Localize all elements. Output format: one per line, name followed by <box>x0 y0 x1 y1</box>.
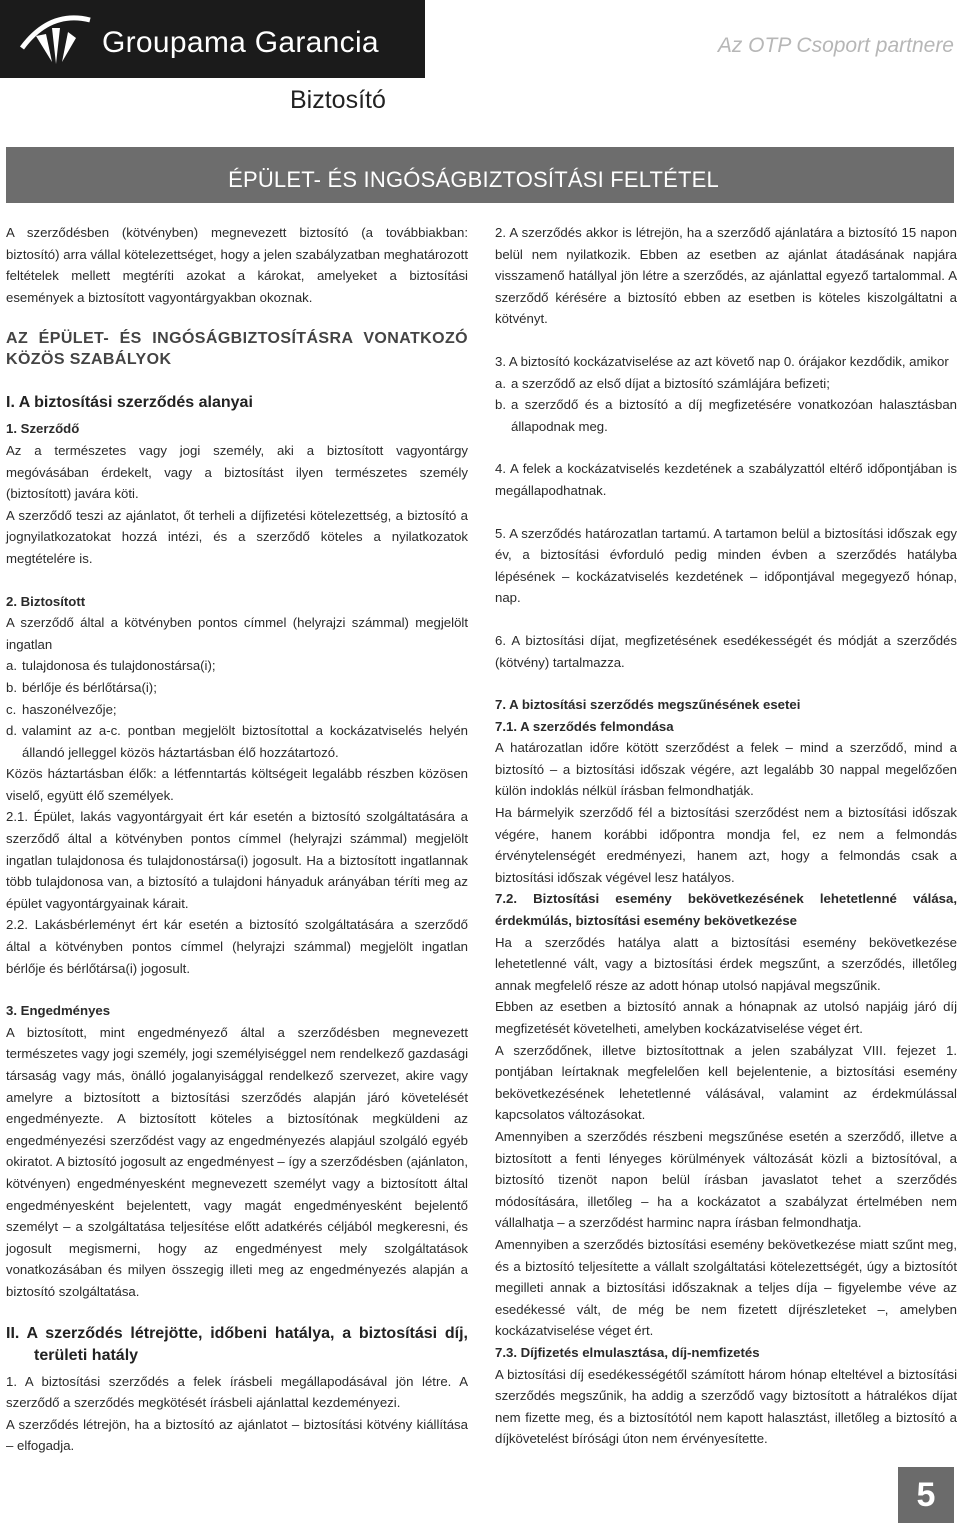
paragraph-r3: 3. A biztosító kockázatviselése az azt követő nap 0. órájakor kezdődik, amikor <box>495 353 949 369</box>
intro-paragraph: A szerződésben (kötvényben) megnevezett biztosító (a továbbiakban: biztosító) arra vállal kötelezettséget, hogy a jelen szabályzatban meghatározott feltételek mellett megtéríti azokat a károkat, amelyeket a biztosítási események a biztosított vagyontárgyakban okoznak. <box>6 225 468 305</box>
list-item: b. bérlője és bérlőtársa(i); <box>6 679 157 695</box>
title-banner <box>6 147 954 203</box>
list-item: a. tulajdonosa és tulajdonostársa(i); <box>6 658 216 674</box>
partner-tagline: Az OTP Csoport partnere <box>717 34 954 57</box>
paragraph-7-3: A biztosítási díj esedékességétől számított három hónap elteltével a biztosítási szerződés megszűnik, ha addig a szerződő vagy biztosított a hátralékos díjat nem fizette meg, és a biztosítótól nem kapott halasztást, illetőleg a biztosító a díjkövetelést bírósági úton nem érvényesítette. <box>495 1366 957 1447</box>
left-column <box>6 222 468 1457</box>
paragraph-2-1: 2.1. Épület, lakás vagyontárgyait ért kár esetén a biztosító szolgáltatására a szerződő által a kötvényben pontos címmel (helyrajzi számmal) megjelölt ingatlan tulajdonosa és tulajdonostársa(i) jogosult. Ha a biztosított ingatlannak több tulajdonosa van, a biztosító a tulajdoni hányaduk arányában téríti meg az épület vagyontárgyainak kárait. <box>6 809 468 911</box>
logo-text: Groupama Garancia <box>102 26 379 59</box>
list-item: d. valamint az a-c. pontban megjelölt biztosítottal a kockázatviselés helyén állandó jelleggel közös háztartásban élő hozzátartozó. <box>6 723 468 760</box>
paragraph-2b: Közös háztartásban élők: a létfenntartás költségeit legalább részben közösen viselő, együtt élő személyek. <box>6 766 468 803</box>
heading-3: 3. Engedményes <box>6 1003 111 1019</box>
paragraph-II-1b: A szerződés létrejön, ha a biztosító az ajánlatot – biztosítási kötvény kiállítása – elfogadja. <box>6 1416 468 1454</box>
heading-II: II. A szerződés létrejötte, időbeni hatálya, a biztosítási díj, területi hatály <box>6 1324 468 1364</box>
paragraph-7-2c: A szerződőnek, illetve biztosítottnak a jelen szabályzat VIII. fejezet 1. pontjában leírtaknak megfelelően kell bejelentenie, a biztosítási esemény bekövetkezésének lehetetlenné válásával, valamint az érdekmúlással kapcsolatos változásokat. <box>495 1042 957 1123</box>
list-item: b. a szerződő és a biztosító a díj megfizetésére vonatkozóan halasztásban állapodnak meg. <box>495 397 957 434</box>
paragraph-1b: A szerződő teszi az ajánlatot, őt terheli a díjfizetési kötelezettség, a biztosító a jognyilatkozatokat hozzá intézi, és a szerződő köteles a nyilatkozatok megtételére is. <box>6 507 468 566</box>
paragraph-r2: 2. A szerződés akkor is létrejön, ha a szerződő ajánlatára a biztosító 15 napon belül nem nyilatkozik. Ebben az esetben az ajánlat átadásának napjára visszamenő hatállyal jön létre a szerződés, az ajánlattal egyező tartalommal. A szerződő kérésére a biztosító ebben az esetben is köteles kiszolgáltatni a kötvényt. <box>495 225 957 327</box>
logo <box>0 0 425 78</box>
heading-7-3: 7.3. Díjfizetés elmulasztása, díj-nemfizetés <box>495 1344 760 1360</box>
paragraph-7-1b: Ha bármelyik szerződő fél a biztosítási szerződést nem a biztosítási időszak végére, hanem korábbi időpontra mondja fel, ez nem a felmondás érvénytelenségét eredményezi, hanem azt, hogy a felmondás csak a biztosítási időszak végével lesz hatályos. <box>495 805 957 885</box>
paragraph-3: A biztosított, mint engedményező által a szerződésben megnevezett természetes vagy jogi személy, jogi személyiséggel nem rendelkező gazdasági társaság vagy más, önálló jogalanyisággal rendelkező szervezet, akire vagy amelyre a biztosított a biztosítási szerződés alapján járó követelését engedményezte. A biztosított köteles a biztosítónak megküldeni az engedményezési szerződést vagy az engedményezés alapjául szolgáló egyéb okiratot. A biztosító jogosult az engedményest – így a szerződésben (ajánlaton, kötvényen) engedményesként megnevezett személyt vagy a biztosított által engedményesként bejelentett, vagy magát engedményesként bejelentő személyt – a szolgáltatása teljesítése előtt adatkérés céljából megkeresni, és jogosult megismerni, hogy az engedményest mely szolgáltatások vonatkozásában és milyen összegig illeti meg az engedményezés alapján a biztosító szolgáltatása. <box>6 1024 468 1299</box>
paragraph-7-2d: Amennyiben a szerződés részbeni megszűnése esetén a szerződő, illetve a biztosított a fenti lényeges körülmények változását közli a biztosítóval, a biztosító tizenöt napon belül írásban javaslatot tehet a szerződés módosítására, illetőleg – ha a kockázatot a szabályzat értelmében nem vállalhatja – a szerződést harminc napra írásban felmondhatja. <box>495 1128 957 1231</box>
document-title: ÉPÜLET- ÉS INGÓSÁGBIZTOSÍTÁSI FELTÉTEL <box>228 167 719 192</box>
heading-7-2: 7.2. Biztosítási esemény bekövetkezésének lehetetlenné válása, érdekmúlás, biztosítási esemény bekövetkezése <box>495 891 957 929</box>
paragraph-r6: 6. A biztosítási díjat, megfizetésének esedékességét és módját a szerződés (kötvény) tartalmazza. <box>495 632 957 670</box>
paragraph-7-2a: Ha a szerződés hatálya alatt a biztosítási esemény bekövetkezése lehetetlenné vált, vagy a biztosítási érdek megszűnt, a szerződés, illetőleg annak megfelelő része az adott hónap utolsó napjával megszűnik. <box>495 934 957 993</box>
paragraph-r4: 4. A felek a kockázatviselés kezdetének a szabályzattól eltérő időpontjában is megállapodhatnak. <box>495 461 957 498</box>
heading-I: I. A biztosítási szerződés alanyai <box>6 394 253 412</box>
section-title: AZ ÉPÜLET- ÉS INGÓSÁGBIZTOSÍTÁSRA VONATKOZÓ KÖZÖS SZABÁLYOK <box>6 330 468 369</box>
right-column <box>495 222 957 1450</box>
heading-1: 1. Szerződő <box>6 421 80 437</box>
subtitle: Biztosító <box>290 86 386 114</box>
paragraph-II-1: 1. A biztosítási szerződés a felek írásbeli megállapodásával jön létre. A szerződő a szerződés megkötését írásbeli ajánlattal kezdeményezi. <box>6 1373 468 1411</box>
list-item: c. haszonélvezője; <box>6 701 117 717</box>
paragraph-2-2: 2.2. Lakásbérleményt ért kár esetén a biztosító szolgáltatására a szerződő által a kötvényben pontos címmel (helyrajzi számmal) megjelölt ingatlan bérlője és bérlőtársa(i) jogosult. <box>6 917 468 976</box>
paragraph-7-2b: Ebben az esetben a biztosító annak a hónapnak az utolsó napjáig járó díj megfizetését követelheti, amelyben kockázatviselése véget ért. <box>495 999 957 1036</box>
list-item: a. a szerződő az első díjat a biztosító számlájára befizeti; <box>495 375 830 391</box>
paragraph-1a: Az a természetes vagy jogi személy, aki a biztosított vagyontárgy megóvásában érdekelt, vagy a biztosítást ilyen természetes személy (biztosított) javára köti. <box>6 442 468 502</box>
list-2 <box>6 655 468 763</box>
page-number: 5 <box>898 1467 954 1523</box>
paragraph-7-2e: Amennyiben a szerződés biztosítási esemény bekövetkezése miatt szűnt meg, és a biztosító teljesítette a vállalt szolgáltatási kötelezettségét, úgy a biztosítót megilleti annak a biztosítási időszaknak a teljes díja – figyelembe véve az esedékessé vált, de még be nem fizetett díjrészleteket –, amelyben kockázatviselése véget ért. <box>495 1236 957 1339</box>
list-3 <box>495 373 957 438</box>
groupama-emblem-icon <box>16 8 96 68</box>
heading-7-1: 7.1. A szerződés felmondása <box>495 718 674 734</box>
heading-7: 7. A biztosítási szerződés megszűnésének esetei <box>495 697 801 713</box>
paragraph-r5: 5. A szerződés határozatlan tartamú. A tartamon belül a biztosítási időszak egy év, a biztosítási évforduló pedig minden évben a szerződés hatályba lépésének – kockázatviselés kezdetének – időpontjával megegyező hónap, nap. <box>495 525 957 606</box>
paragraph-7-1a: A határozatlan időre kötött szerződést a felek – mind a szerződő, mind a biztosító – a biztosítási időszak végére, azt legalább 30 nappal megelőzően külön indoklás nélkül írásban felmondhatják. <box>495 740 957 799</box>
heading-2: 2. Biztosított <box>6 593 86 609</box>
paragraph-2: A szerződő által a kötvényben pontos címmel (helyrajzi számmal) megjelölt ingatlan <box>6 615 468 652</box>
